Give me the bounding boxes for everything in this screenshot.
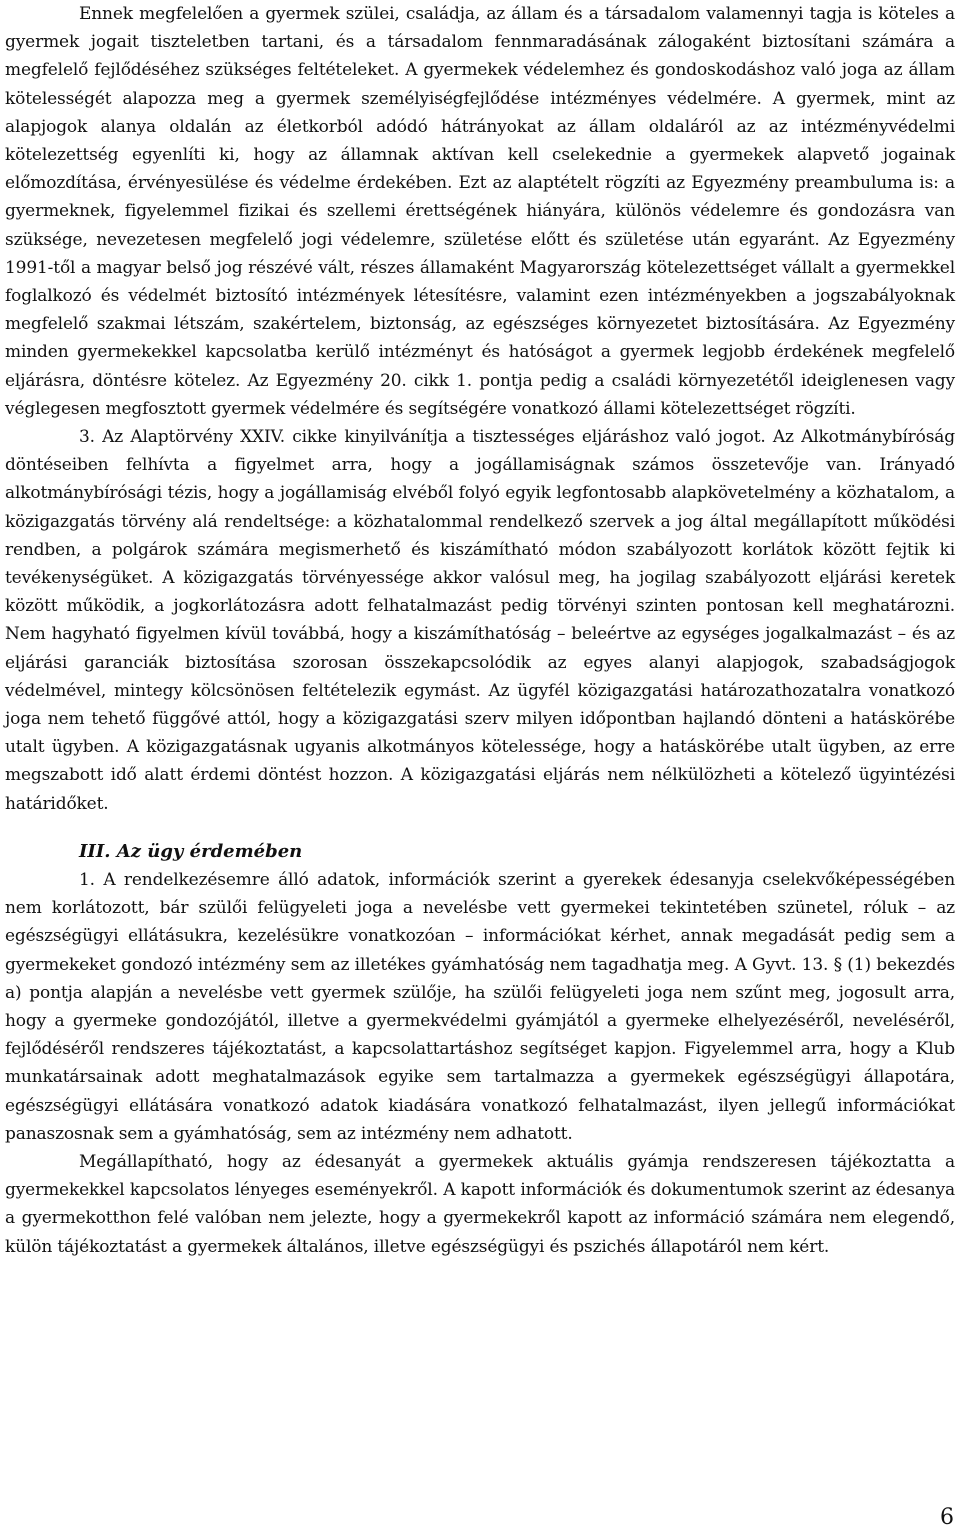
section-heading: III. Az ügy érdemében <box>79 840 303 862</box>
document-page <box>5 0 955 1261</box>
body-paragraph: Ennek megfelelően a gyermek szülei, családja, az állam és a társadalom valamennyi tagja is köteles a gyermek jogait tiszteletben tartani, és a társadalom fennmaradásának zálogaként biztosítani számára a megfelelő fejlődéséhez szükséges feltételeket. A gyermekek védelemhez és gondoskodáshoz való joga az állam kötelességét alapozza meg a gyermek személyiségfejlődése intézményes védelmére. A gyermek, mint az alapjogok alanya oldalán az életkorból adódó hátrányokat az állam oldaláról az az intézményvédelmi kötelezettség egyenlíti ki, hogy az államnak aktívan kell cselekednie a gyermekek alapvető jogainak előmozdítása, érvényesülése és védelme érdekében. Ezt az alaptételt rögzíti az Egyezmény preambuluma is: a gyermeknek, figyelemmel fizikai és szellemi érettségének hiányára, különös védelemre és gondozásra van szüksége, nevezetesen megfelelő jogi védelemre, születése előtt és születése után egyaránt. Az Egyezmény 1991-től a magyar belső jog részévé vált, részes államaként Magyarország kötelezettséget vállalt a gyermekkel foglalkozó és védelmét biztosító intézmények létesítésre, valamint ezen intézményekben a jogszabályoknak megfelelő szakmai létszám, szakértelem, biztonság, az egészséges környezetet biztosítására. Az Egyezmény minden gyermekekkel kapcsolatba kerülő intézményt és hatóságot a gyermek legjobb érdekének megfelelő eljárásra, döntésre kötelez. Az Egyezmény 20. cikk 1. pontja pedig a családi környezetétől ideiglenesen vagy véglegesen megfosztott gyermek védelmére és segítségére vonatkozó állami kötelezettséget rögzíti. <box>5 4 955 419</box>
body-paragraph: 1. A rendelkezésemre álló adatok, információk szerint a gyerekek édesanyja cselekvőképességében nem korlátozott, bár szülői felügyeleti joga a nevelésbe vett gyermekei tekintetében szünetel, róluk – az egészségügyi ellátásukra, kezelésükre vonatkozóan – információkat kérhet, annak megadását pedig sem a gyermekeket gondozó intézmény sem az illetékes gyámhatóság nem tagadhatja meg. A Gyvt. 13. § (1) bekezdés a) pontja alapján a nevelésbe vett gyermek szülője, ha szülői felügyeleti joga nem szűnt meg, jogosult arra, hogy a gyermeke gondozójától, illetve a gyermekvédelmi gyámjától a gyermeke elhelyezéséről, neveléséről, fejlődéséről rendszeres tájékoztatást, a kapcsolattartáshoz segítséget kapjon. Figyelemmel arra, hogy a Klub munkatársainak adott meghatalmazások egyike sem tartalmazza a gyermekek egészségügyi állapotára, egészségügyi ellátására vonatkozó adatok kiadására vonatkozó felhatalmazást, ilyen jellegű információkat panaszosnak sem a gyámhatóság, sem az intézmény nem adhatott. <box>5 869 955 1144</box>
page-number: 6 <box>940 1505 954 1530</box>
body-paragraph: Megállapítható, hogy az édesanyát a gyermekek aktuális gyámja rendszeresen tájékoztatta a gyermekekkel kapcsolatos lényeges eseményekről. A kapott információk és dokumentumok szerint az édesanya a gyermekotthon felé valóban nem jelezte, hogy a gyermekekről kapott az információ számára nem elegendő, külön tájékoztatást a gyermekek általános, illetve egészségügyi és pszichés állapotáról nem kért. <box>5 1151 955 1257</box>
body-paragraph: 3. Az Alaptörvény XXIV. cikke kinyilvánítja a tisztességes eljáráshoz való jogot. Az Alkotmánybíróság döntéseiben felhívta a figyelmet arra, hogy a jogállamiságnak számos összetevője van. Irányadó alkotmánybírósági tézis, hogy a jogállamiság elvéből folyó egyik legfontosabb alapkövetelmény a közhatalom, a közigazgatás törvény alá rendeltsége: a közhatalommal rendelkező szervek a jog által megállapított működési rendben, a polgárok számára megismerhető és kiszámítható módon szabályozott korlátok között fejtik ki tevékenységüket. A közigazgatás törvényessége akkor valósul meg, ha jogilag szabályozott eljárási keretek között működik, a jogkorlátozásra adott felhatalmazást pedig törvényi szinten pontosan kell meghatározni. Nem hagyható figyelmen kívül továbbá, hogy a kiszámíthatóság – beleértve az egységes jogalkalmazást – és az eljárási garanciák biztosítása szorosan összekapcsolódik az egyes alanyi alapjogok, szabadságjogok védelmével, mintegy kölcsönösen feltételezik egymást. Az ügyfél közigazgatási határozathozatalra vonatkozó joga nem tehető függővé attól, hogy a közigazgatási szerv milyen időpontban hajlandó dönteni a hatáskörébe utalt ügyben. A közigazgatásnak ugyanis alkotmányos kötelessége, hogy a hatáskörébe utalt ügyben, az erre megszabott idő alatt érdemi döntést hozzon. A közigazgatási eljárás nem nélkülözheti a kötelező ügyintézési határidőket. <box>5 427 955 814</box>
